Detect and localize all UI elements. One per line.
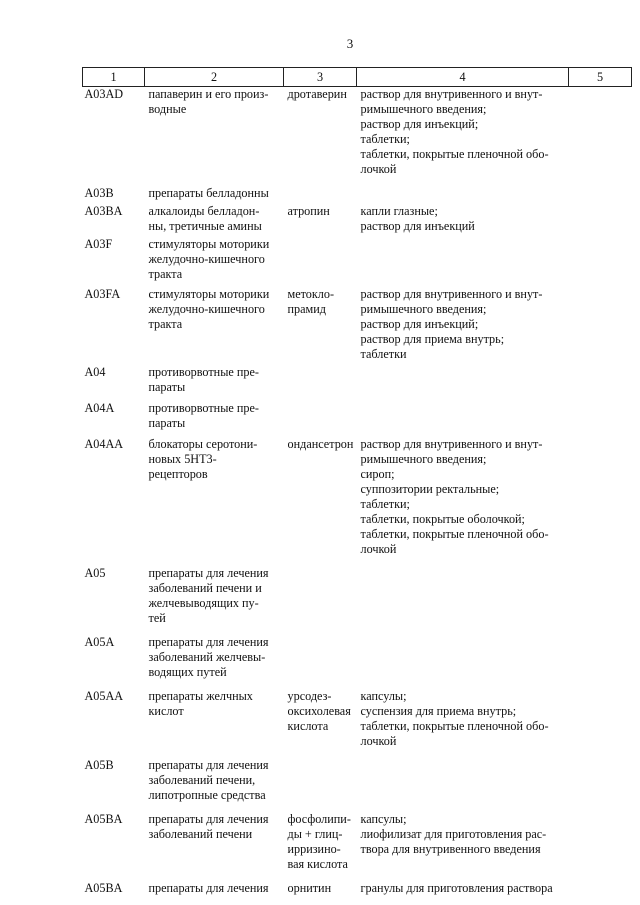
inn-cell: метокло- прамид [287,287,335,316]
column-header: 3 [284,68,357,87]
inn-cell: ондансетрон [287,437,354,451]
inn-cell: фосфолипи- ды + глиц- ирризино- вая кислота [287,812,351,871]
dosage-form-cell: капсулы; суспензия для приема внутрь; таблетки, покрытые пленочной обо- лочкой [360,689,549,748]
dosage-form-cell: гранулы для приготовления раствора [360,881,553,895]
note-cell [569,87,632,187]
note-cell [569,365,632,401]
atc-code-cell: A03AD [84,87,124,101]
column-header: 4 [357,68,569,87]
column-header: 5 [569,68,632,87]
atc-code-cell: A05BA [84,881,123,895]
inn-cell [284,186,357,204]
group-name-cell: препараты для лечения [148,881,269,895]
group-name-cell: препараты для лечения заболеваний желчевы- водящих путей [148,635,269,679]
inn-cell [284,635,357,689]
group-name-cell: папаверин и его произ- водные [148,87,269,116]
dosage-form-cell [357,186,569,204]
note-cell [569,689,632,758]
dosage-form-cell: капсулы; лиофилизат для приготовления рас- твора для внутривенного введения [360,812,547,856]
note-cell [569,758,632,812]
dosage-form-cell: раствор для внутривенного и внут- римышечного введения; раствор для инъекций; раствор для приема внутрь; таблетки [360,287,543,361]
dosage-form-cell: капли глазные; раствор для инъекций [360,204,475,233]
atc-code-cell: A03FA [84,287,121,301]
note-cell [569,566,632,635]
drug-table [82,67,632,896]
dosage-form-cell [357,237,569,287]
inn-cell: урсодез- оксихолевая кислота [287,689,351,733]
group-name-cell: блокаторы серотони- новых 5HT3- рецепторов [148,437,258,481]
table-row [83,758,632,812]
table-row [83,812,632,881]
group-name-cell: препараты для лечения заболеваний печени [148,812,269,841]
dosage-form-cell [357,365,569,401]
table-row [83,401,632,437]
group-name-cell: препараты желчных кислот [148,689,253,718]
drug-table-container [82,67,631,896]
atc-code-cell: A03F [84,237,113,251]
atc-code-cell: A04A [84,401,115,415]
dosage-form-cell [357,758,569,812]
note-cell [569,635,632,689]
table-row [83,365,632,401]
atc-code-cell: A03BA [84,204,123,218]
dosage-form-cell [357,566,569,635]
table-row [83,204,632,237]
note-cell [569,237,632,287]
note-cell [569,186,632,204]
table-row [83,881,632,896]
atc-code-cell: A05 [84,566,106,580]
atc-code-cell: A05BA [84,812,123,826]
inn-cell: атропин [287,204,330,218]
atc-code-cell: A04AA [84,437,124,451]
inn-cell [284,758,357,812]
column-header: 1 [83,68,145,87]
group-name-cell: препараты для лечения заболеваний печени и желчевыводящих пу- тей [148,566,269,625]
atc-code-cell: A05A [84,635,115,649]
dosage-form-cell [357,635,569,689]
note-cell [569,287,632,365]
note-cell [569,204,632,237]
table-row [83,186,632,204]
atc-code-cell: A04 [84,365,106,379]
header-row [83,68,632,87]
page-number: 3 [346,36,354,51]
dosage-form-cell: раствор для внутривенного и внут- римышечного введения; раствор для инъекций; таблетки; таблетки, покрытые пленочной обо- лочкой [360,87,549,176]
atc-code-cell: A03B [84,186,114,200]
note-cell [569,812,632,881]
atc-code-cell: A05B [84,758,114,772]
note-cell [569,881,632,896]
inn-cell [284,237,357,287]
column-header: 2 [145,68,284,87]
inn-cell [284,365,357,401]
note-cell [569,437,632,566]
dosage-form-cell [357,401,569,437]
group-name-cell: стимуляторы моторики желудочно-кишечного тракта [148,287,270,331]
table-row [83,237,632,287]
group-name-cell: препараты для лечения заболеваний печени, липотропные средства [148,758,269,802]
table-row [83,287,632,365]
dosage-form-cell: раствор для внутривенного и внут- римышечного введения; сироп; суппозитории ректальные; таблетки; таблетки, покрытые оболочкой; таблетки, покрытые пленочной обо- лочкой [360,437,549,556]
table-row [83,566,632,635]
group-name-cell: противорвотные пре- параты [148,365,259,394]
group-name-cell: препараты белладонны [148,186,269,200]
table-row [83,87,632,187]
table-body [83,87,632,897]
group-name-cell: алкалоиды белладон- ны, третичные амины [148,204,262,233]
inn-cell [284,401,357,437]
inn-cell: дротаверин [287,87,347,101]
group-name-cell: стимуляторы моторики желудочно-кишечного тракта [148,237,270,281]
note-cell [569,401,632,437]
table-row [83,635,632,689]
group-name-cell: противорвотные пре- параты [148,401,259,430]
atc-code-cell: A05AA [84,689,124,703]
table-row [83,437,632,566]
table-row [83,689,632,758]
inn-cell: орнитин [287,881,332,895]
inn-cell [284,566,357,635]
